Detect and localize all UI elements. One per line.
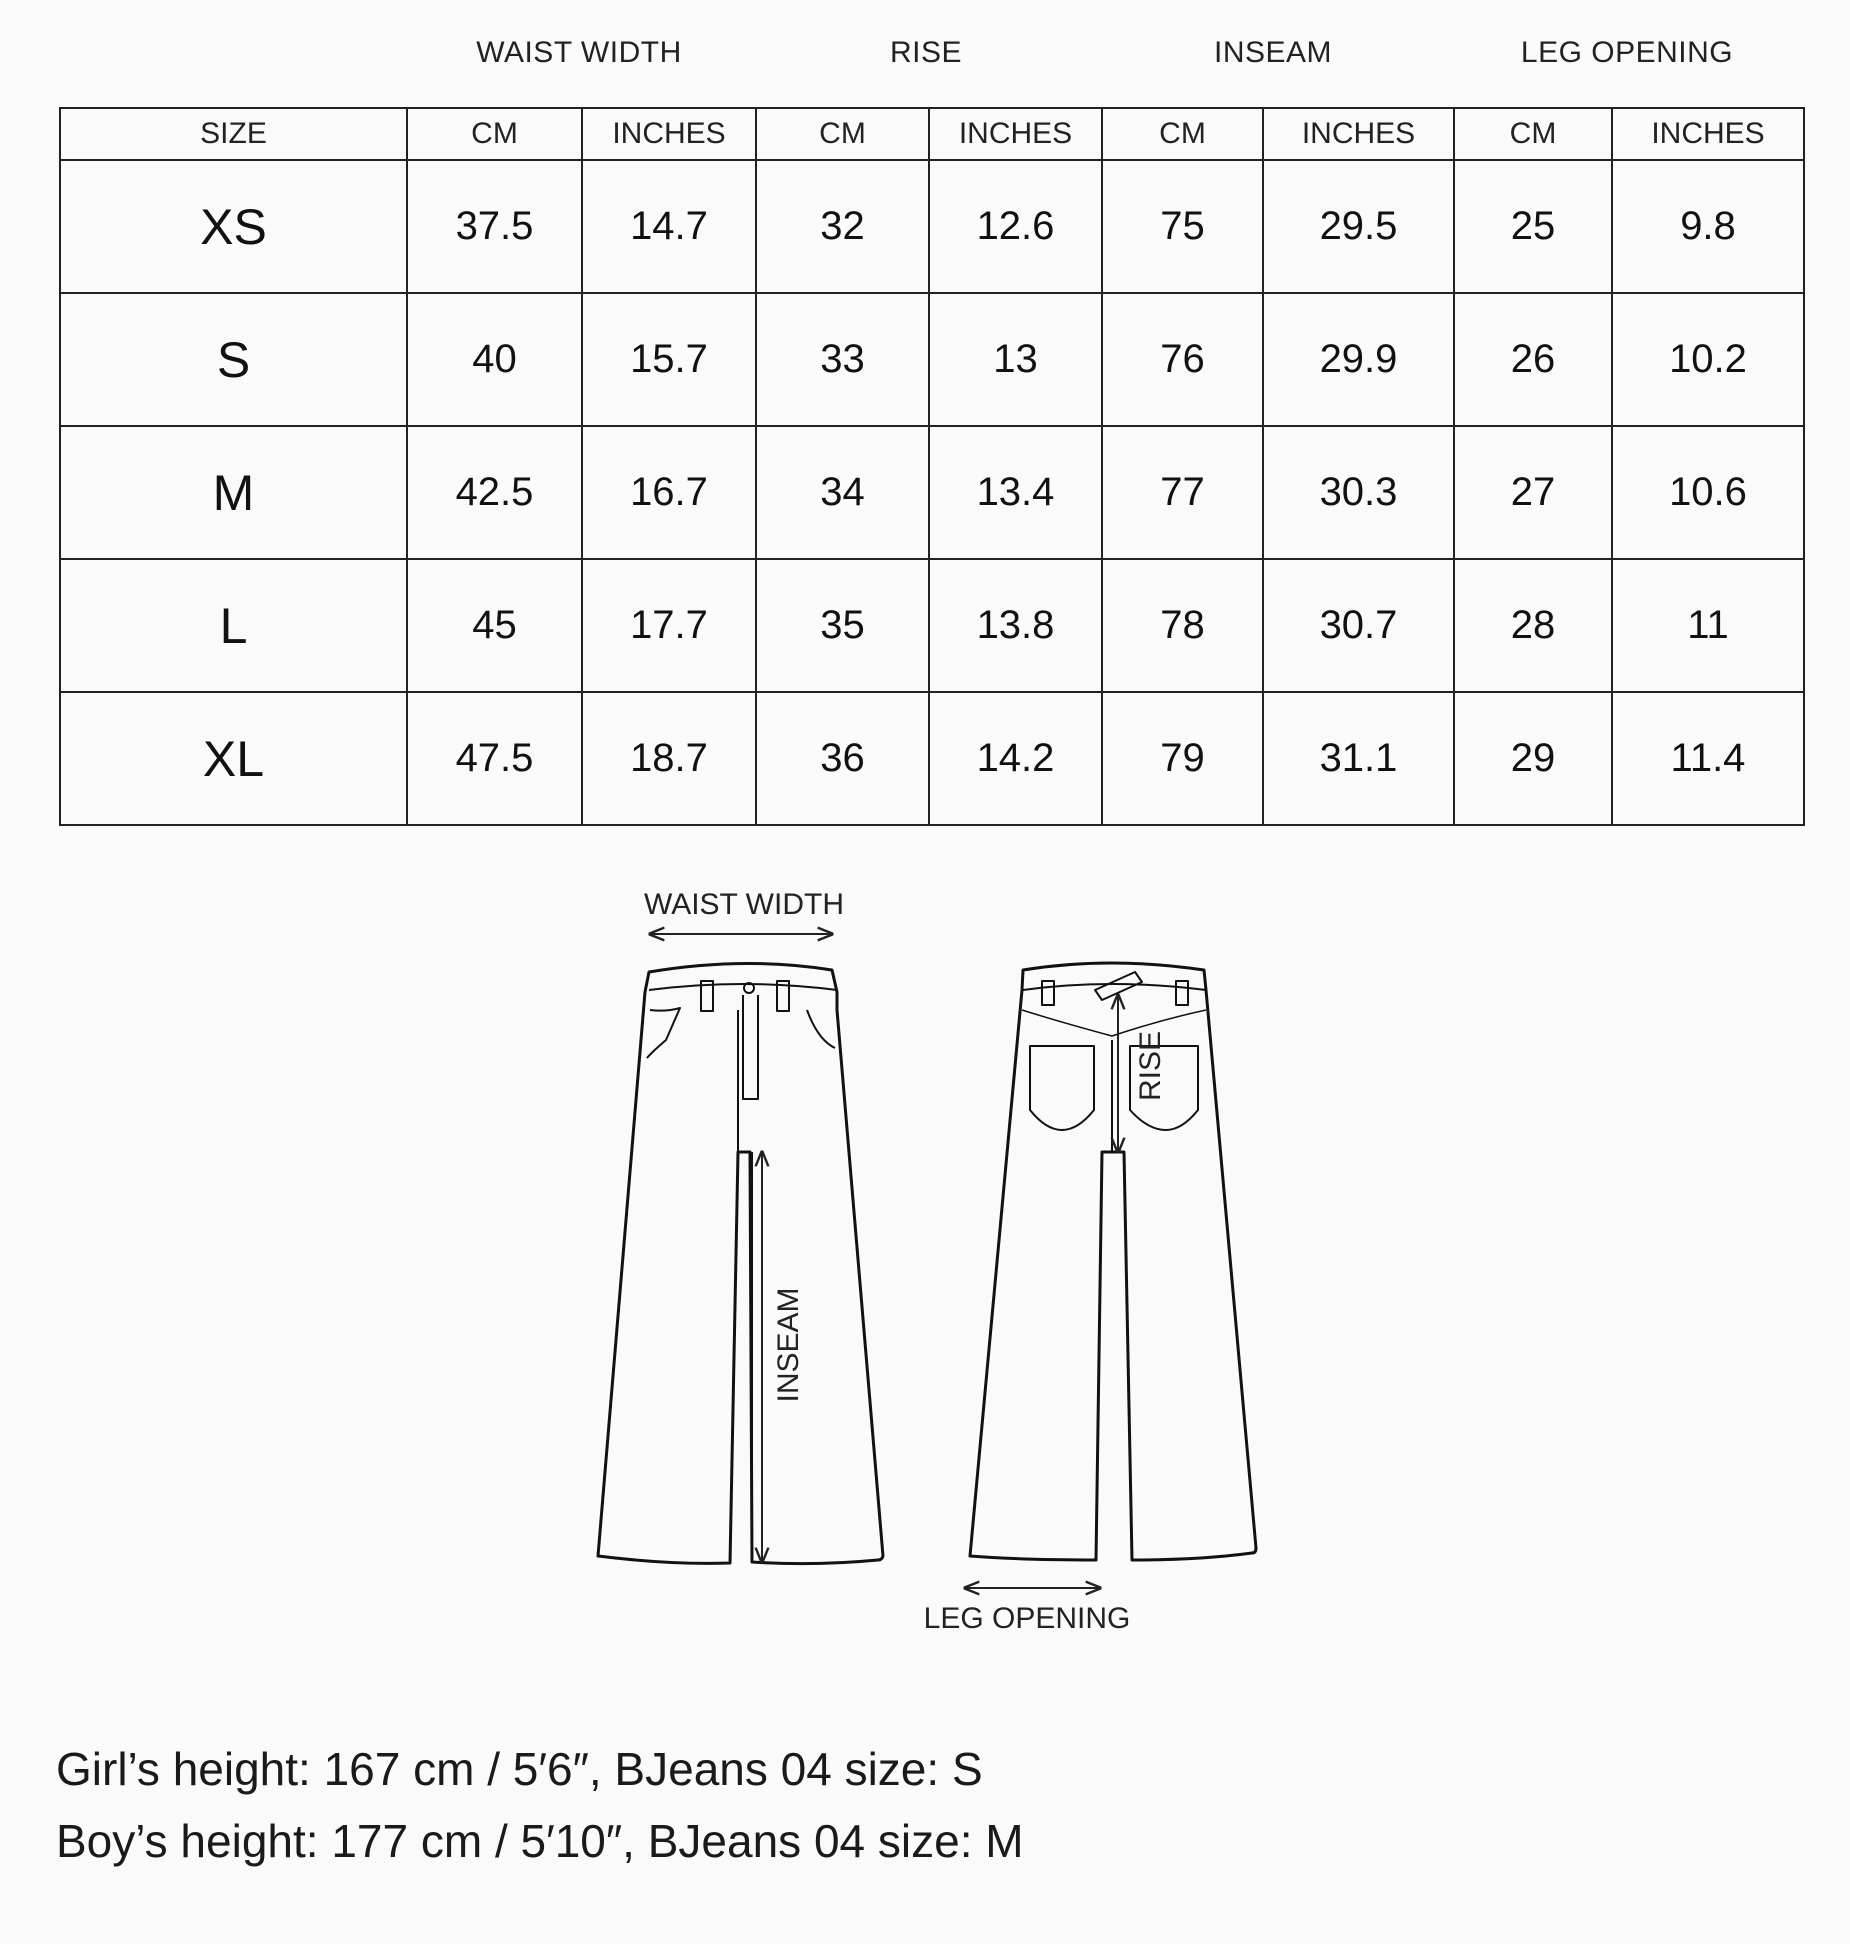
inseam-inches-cell: 30.3	[1263, 426, 1454, 559]
rise-cm-cell: 34	[756, 426, 929, 559]
group-header-leg-opening: LEG OPENING	[1520, 36, 1734, 69]
leg-opening-cm-cell: 27	[1454, 426, 1612, 559]
leg-opening-inches-cell: 9.8	[1612, 160, 1804, 293]
rise-inches-cell: 13	[929, 293, 1102, 426]
inseam-inches-cell: 29.5	[1263, 160, 1454, 293]
size-cell: M	[60, 426, 407, 559]
rise-inches-cell: 14.2	[929, 692, 1102, 825]
column-header-leg-opening-inches: INCHES	[1612, 108, 1804, 160]
rise-cm-cell: 35	[756, 559, 929, 692]
waist-width-label: WAIST WIDTH	[644, 888, 844, 921]
waist-cm-cell: 42.5	[407, 426, 582, 559]
leg-opening-cm-cell: 28	[1454, 559, 1612, 692]
rise-label: RISE	[1134, 1030, 1167, 1102]
rise-inches-cell: 12.6	[929, 160, 1102, 293]
rise-inches-cell: 13.4	[929, 426, 1102, 559]
inseam-label: INSEAM	[772, 1287, 805, 1403]
leg-opening-cm-cell: 26	[1454, 293, 1612, 426]
rise-cm-cell: 33	[756, 293, 929, 426]
rise-inches-cell: 13.8	[929, 559, 1102, 692]
waist-cm-cell: 45	[407, 559, 582, 692]
column-header-waist-cm: CM	[407, 108, 582, 160]
column-header-inseam-inches: INCHES	[1263, 108, 1454, 160]
waist-cm-cell: 40	[407, 293, 582, 426]
jeans-back-view-icon	[970, 963, 1256, 1560]
boy-height-note: Boy’s height: 177 cm / 5′10″, BJeans 04 size: M	[56, 1815, 1024, 1867]
leg-opening-inches-cell: 10.6	[1612, 426, 1804, 559]
rise-cm-cell: 32	[756, 160, 929, 293]
leg-opening-cm-cell: 25	[1454, 160, 1612, 293]
waist-inches-cell: 15.7	[582, 293, 756, 426]
waist-inches-cell: 17.7	[582, 559, 756, 692]
inseam-inches-cell: 30.7	[1263, 559, 1454, 692]
column-header-inseam-cm: CM	[1102, 108, 1263, 160]
column-header-size: SIZE	[60, 108, 407, 160]
waist-inches-cell: 16.7	[582, 426, 756, 559]
inseam-inches-cell: 29.9	[1263, 293, 1454, 426]
waist-inches-cell: 18.7	[582, 692, 756, 825]
waist-cm-cell: 37.5	[407, 160, 582, 293]
inseam-cm-cell: 75	[1102, 160, 1263, 293]
jeans-front-view-icon	[598, 963, 883, 1563]
leg-opening-inches-cell: 11.4	[1612, 692, 1804, 825]
girl-height-note: Girl’s height: 167 cm / 5′6″, BJeans 04 size: S	[56, 1743, 983, 1795]
leg-opening-label: LEG OPENING	[923, 1602, 1131, 1635]
column-header-leg-opening-cm: CM	[1454, 108, 1612, 160]
size-cell: L	[60, 559, 407, 692]
group-header-inseam: INSEAM	[1213, 36, 1333, 69]
inseam-cm-cell: 77	[1102, 426, 1263, 559]
column-header-rise-inches: INCHES	[929, 108, 1102, 160]
group-header-waist-width: WAIST WIDTH	[476, 36, 682, 69]
size-cell: XL	[60, 692, 407, 825]
size-cell: S	[60, 293, 407, 426]
inseam-inches-cell: 31.1	[1263, 692, 1454, 825]
waist-inches-cell: 14.7	[582, 160, 756, 293]
group-header-rise: RISE	[889, 36, 963, 69]
leg-opening-inches-cell: 10.2	[1612, 293, 1804, 426]
column-header-waist-inches: INCHES	[582, 108, 756, 160]
inseam-cm-cell: 78	[1102, 559, 1263, 692]
inseam-cm-cell: 76	[1102, 293, 1263, 426]
column-header-rise-cm: CM	[756, 108, 929, 160]
inseam-cm-cell: 79	[1102, 692, 1263, 825]
size-cell: XS	[60, 160, 407, 293]
rise-cm-cell: 36	[756, 692, 929, 825]
waist-cm-cell: 47.5	[407, 692, 582, 825]
leg-opening-inches-cell: 11	[1612, 559, 1804, 692]
leg-opening-cm-cell: 29	[1454, 692, 1612, 825]
